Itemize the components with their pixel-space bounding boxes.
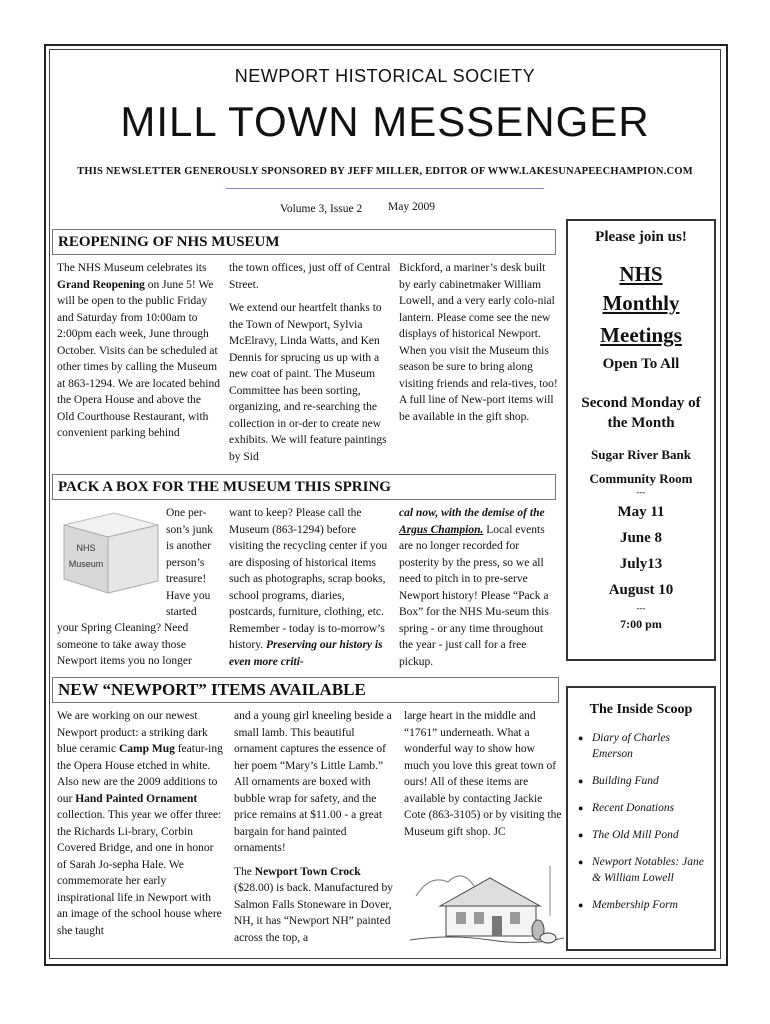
grand-reopening-text: Grand Reopening xyxy=(57,278,145,291)
please-join-us: Please join us! xyxy=(595,229,687,245)
scoop-item: ● Recent Donations xyxy=(574,800,710,816)
items-column-2 xyxy=(234,708,396,953)
pack-column-1-wrap xyxy=(166,505,218,628)
header-rule xyxy=(226,188,544,189)
meetings-sidebar xyxy=(566,219,716,661)
paragraph: When you visit the Museum this season be sure to bring along visiting friends and rela-tives, too! A full line of New-port items will be available in the gift shop. xyxy=(399,344,558,423)
paragraph: and a young girl kneeling beside a small lamb. This beautiful ornament captures the essence of her poem “Mary’s Little Lamb.” All ornaments are boxed with bubble wrap for safety, and the price remains at $11.00 - a great bargain for hand painted ornaments! xyxy=(234,710,392,854)
meeting-date: May 11 xyxy=(617,504,665,520)
inside-scoop-sidebar xyxy=(566,686,716,951)
cardboard-box-image xyxy=(56,503,164,599)
paragraph: One per-son’s junk is another person’s treasure! Have you started xyxy=(166,507,213,618)
camp-mug-text: Camp Mug xyxy=(118,743,175,755)
argus-champion-text: Argus Champion. xyxy=(399,523,484,536)
text: on June 5! We will be open to the public Friday and Saturday from 10:00am to 2:00pm each week, June through October. Visits can be scheduled at other times by calling the Museum at 863-1294. We are located behind the Opera House and above the Old Courthouse Restaurant, with convenient parking behind xyxy=(57,278,220,439)
nhs-label: NHS xyxy=(619,262,663,286)
section-heading-new-items: NEW “NEWPORT” ITEMS AVAILABLE xyxy=(52,677,559,703)
meeting-time: 7:00 pm xyxy=(620,617,662,631)
inside-scoop-title: The Inside Scoop xyxy=(589,702,693,717)
meeting-date: August 10 xyxy=(608,582,674,598)
box-label-museum: Museum xyxy=(68,559,104,569)
text: cal now, with the demise of the xyxy=(399,507,545,519)
meeting-date: July13 xyxy=(619,556,663,572)
box-label-nhs: NHS xyxy=(76,543,96,553)
newsletter-title: MILL TOWN MESSENGER xyxy=(120,98,650,145)
volume-issue: Volume 3, Issue 2 xyxy=(280,203,363,215)
hand-painted-ornament-text: Hand Painted Ornament xyxy=(75,792,198,805)
paragraph: your Spring Cleaning? Need someone to take away those Newport items you no longer xyxy=(57,622,192,667)
scoop-item: ● Newport Notables: Jane & William Lowell xyxy=(574,854,710,886)
text: collection. This year we offer three: the Richards Li-brary, Corbin Covered Bridge, and one in honor of Sarah Jo-sepha Hale. We commemorate her early inspirational life in Newport with an image of the school house where she taught xyxy=(57,809,222,937)
separator: --- xyxy=(636,603,646,613)
section-heading-pack-a-box: PACK A BOX FOR THE MUSEUM THIS SPRING xyxy=(52,474,556,500)
open-to-all: Open To All xyxy=(602,356,680,372)
scoop-item: ● Diary of Charles Emerson xyxy=(574,730,710,762)
items-column-1 xyxy=(57,708,223,946)
inside-scoop-list xyxy=(568,730,714,913)
preserving-history-text: Preserving our history is even more criti- xyxy=(229,639,383,668)
location-room: Community Room xyxy=(589,471,693,486)
scoop-item: ● The Old Mill Pond xyxy=(574,827,710,843)
scoop-item: ● Building Fund xyxy=(574,773,710,789)
separator: --- xyxy=(636,487,646,497)
monthly-label: Monthly xyxy=(602,291,680,315)
pack-column-3 xyxy=(399,505,558,677)
text: The NHS Museum celebrates its xyxy=(57,262,207,274)
text: We are working on our newest Newport product: a striking dark blue ceramic xyxy=(57,710,208,755)
section-heading-reopening: REOPENING OF NHS MUSEUM xyxy=(52,229,556,255)
paragraph: We extend our heartfelt thanks to the Town of Newport, Sylvia McElravy, Linda Watts, and Ken Dennis for sprucing us up with a new coat of paint. The Museum Committee has been sorting, organizing, and re-searching the collection in or-der to create new exhibits. We will feature paintings by Sid xyxy=(229,302,387,463)
text: ($28.00) is back. Manufactured by Salmon Falls Stoneware in Dover, NH, it has “Newport NH” painted across the top, a xyxy=(234,882,394,944)
reopening-column-3 xyxy=(399,260,558,432)
pack-column-1 xyxy=(57,620,221,677)
pack-column-2 xyxy=(229,505,392,677)
meetings-label: Meetings xyxy=(600,323,682,347)
reopening-column-1 xyxy=(57,260,221,449)
items-column-3 xyxy=(404,708,562,847)
paragraph: Bickford, a mariner’s desk built by early cabinetmaker William Lowell, and a very early colo-nial lantern. Please come see the new displays of historical Newport. xyxy=(399,262,555,340)
location-bank: Sugar River Bank xyxy=(591,447,691,462)
schedule-text: Second Monday of the Month xyxy=(581,395,701,431)
meeting-date: June 8 xyxy=(619,530,663,546)
text: Local events are no longer recorded for posterity by the press, so we all need to pitch in to pre-serve Newport history! Please “Pack a Box” for the NHS Mu-seum this spring - or any time throughout the year - just call for a free pickup. xyxy=(399,523,549,668)
schoolhouse-sketch-image xyxy=(410,856,564,948)
reopening-column-2 xyxy=(229,260,392,472)
text: want to keep? Please call the Museum (863-1294) before visiting the recycling center if you are disposing of historical items such as photographs, scrap books, school programs, diaries, postcards, furniture, clothing, etc. Remember - today is to-morrow’s history. xyxy=(229,507,388,651)
text: featur-ing the Opera House etched in white. Also new are the 2009 additions to our xyxy=(57,743,223,805)
text: The xyxy=(234,865,255,878)
sponsor-line: THIS NEWSLETTER GENEROUSLY SPONSORED BY JEFF MILLER, EDITOR OF WWW.LAKESUNAPEECHAMPION.COM xyxy=(77,166,693,177)
issue-date: May 2009 xyxy=(388,201,435,213)
paragraph: large heart in the middle and “1761” underneath. What a wonderful way to show how much you love this great town of ours! All of these items are available by contacting Jackie Cote (863-3105) or by visiting the Museum gift shop. JC xyxy=(404,710,562,838)
scoop-item: ● Membership Form xyxy=(574,897,710,913)
newport-town-crock-text: Newport Town Crock xyxy=(254,865,361,878)
paragraph: the town offices, just off of Central Street. xyxy=(229,262,391,291)
society-name: NEWPORT HISTORICAL SOCIETY xyxy=(234,66,536,86)
